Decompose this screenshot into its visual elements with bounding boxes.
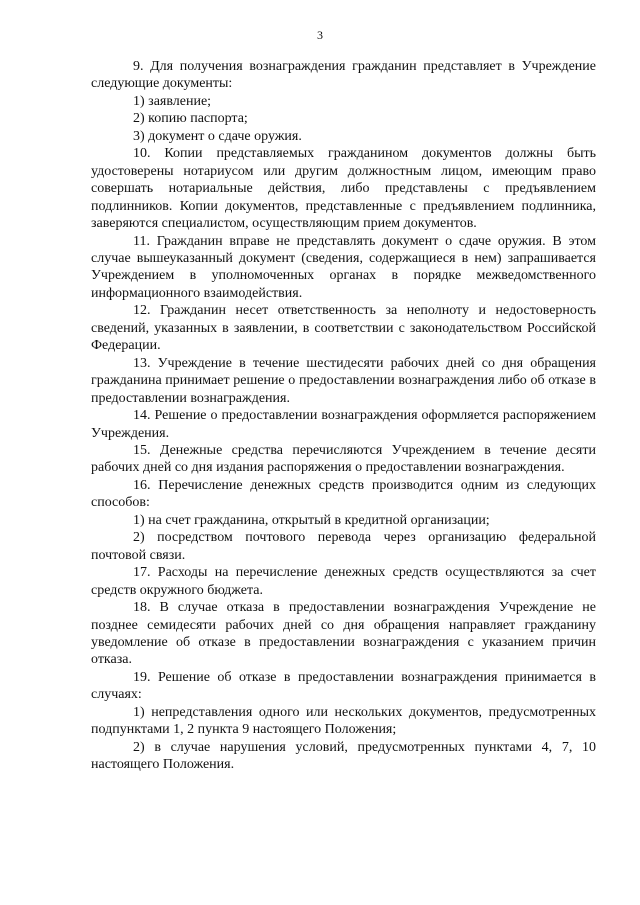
paragraph-13: 13. Учреждение в течение шестидесяти рабочих дней со дня обращения гражданина принимает решение о предоставлении вознаграждения либо об отказе в предоставлении вознаграждения. <box>91 355 596 406</box>
document-body <box>91 58 596 774</box>
paragraph-17: 17. Расходы на перечисление денежных средств осуществляются за счет средств окружного бюджета. <box>91 565 596 598</box>
list-item: 1) заявление; <box>133 93 212 109</box>
paragraph-12: 12. Гражданин несет ответственность за неполноту и недостоверность сведений, указанных в заявлении, в соответствии с законодательством Российской Федерации. <box>91 303 596 354</box>
page-number: 3 <box>317 28 323 42</box>
list-item: 2) в случае нарушения условий, предусмотренных пунктами 4, 7, 10 настоящего Положения. <box>91 739 596 773</box>
paragraph-9: 9. Для получения вознаграждения гражданин представляет в Учреждение следующие документы: <box>91 59 596 92</box>
paragraph-11: 11. Гражданин вправе не представлять документ о сдаче оружия. В этом случае вышеуказанный документ (сведения, содержащиеся в нем) запрашивается Учреждением в уполномоченных органах в порядке межведомственного информационного взаимодействия. <box>91 233 596 301</box>
paragraph-15: 15. Денежные средства перечисляются Учреждением в течение десяти рабочих дней со дня издания распоряжения о предоставлении вознаграждения. <box>91 442 596 476</box>
paragraph-19: 19. Решение об отказе в предоставлении вознаграждения принимается в случаях: <box>91 669 596 703</box>
paragraph-18: 18. В случае отказа в предоставлении вознаграждения Учреждение не позднее семидесяти рабочих дней со дня обращения направляет гражданину уведомление об отказе в предоставлении вознаграждения с указанием причин отказа. <box>91 600 596 668</box>
list-item: 1) на счет гражданина, открытый в кредитной организации; <box>133 512 490 528</box>
list-item: 2) посредством почтового перевода через организацию федеральной почтовой связи. <box>91 530 596 563</box>
list-item: 1) непредставления одного или нескольких документов, предусмотренных подпунктами 1, 2 пункта 9 настоящего Положения; <box>91 704 596 738</box>
paragraph-10: 10. Копии представляемых гражданином документов должны быть удостоверены нотариусом или другим должностным лицом, имеющим право совершать нотариальные действия, либо представлены с предъявлением подлинников. Копии документов, представленные с предъявлением подлинника, заверяются специалистом, осуществляющим прием документов. <box>91 146 596 232</box>
list-item: 3) документ о сдаче оружия. <box>133 128 302 144</box>
paragraph-16: 16. Перечисление денежных средств производится одним из следующих способов: <box>91 477 596 511</box>
list-item: 2) копию паспорта; <box>133 111 248 127</box>
paragraph-14: 14. Решение о предоставлении вознаграждения оформляется распоряжением Учреждения. <box>91 408 596 441</box>
